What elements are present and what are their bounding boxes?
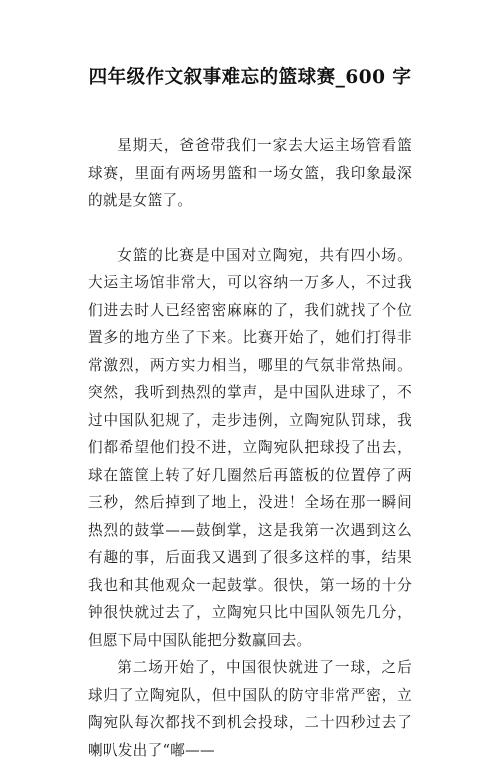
paragraph-3: 第二场开始了，中国很快就进了一球，之后球归了立陶宛队，但中国队的防守非常严密，立陶宛队每次都找不到机会投球，二十四秒过去了喇叭发出了“嘟—— bbox=[88, 659, 412, 759]
document-title: 四年级作文叙事难忘的篮球赛_600 字 bbox=[88, 67, 412, 88]
document-body bbox=[88, 132, 412, 764]
paragraph-1: 星期天，爸爸带我们一家去大运主场管看篮球赛，里面有两场男篮和一场女篮，我印象最深的就是女篮了。 bbox=[88, 137, 412, 209]
paragraph-2: 女篮的比赛是中国对立陶宛，共有四小场。大运主场馆非常大，可以容纳一万多人，不过我们进去时人已经密密麻麻的了，我们就找了个位置多的地方坐了下来。比赛开始了，她们打得非常激烈，两方实力相当，哪里的气氛非常热闹。突然，我听到热烈的掌声，是中国队进球了，不过中国队犯规了，走步违例，立陶宛队罚球，我们都希望他们投不进，立陶宛队把球投了出去，球在篮筐上转了好几圈然后再篮板的位置停了两三秒，然后掉到了地上，没进！全场在那一瞬间热烈的鼓掌——鼓倒掌，这是我第一次遇到这么有趣的事，后面我又遇到了很多这样的事，结果我也和其他观众一起鼓掌。很快，第一场的十分钟很快就过去了，立陶宛只比中国队领先几分，但愿下局中国队能把分数赢回去。 bbox=[88, 246, 412, 649]
